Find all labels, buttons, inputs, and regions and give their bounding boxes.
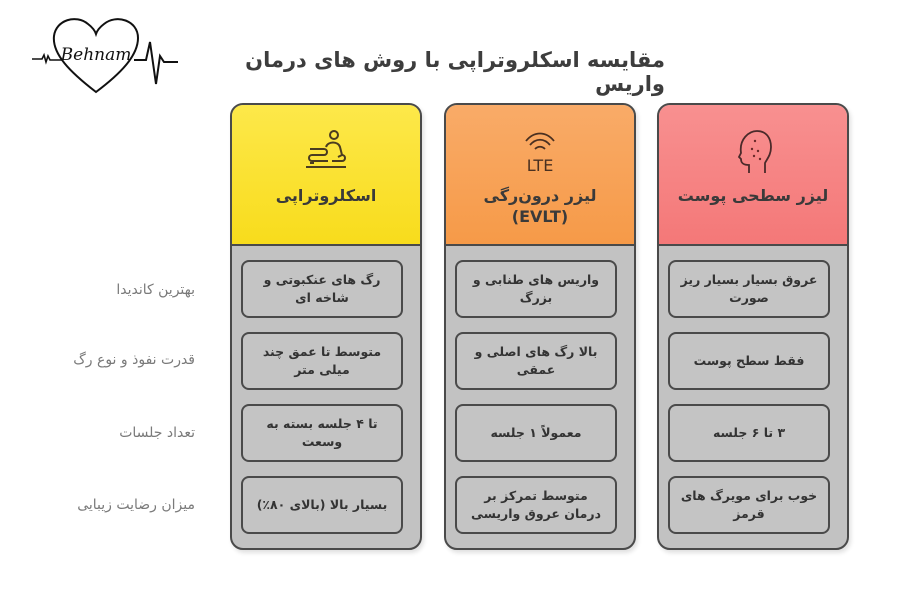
- cell-penetration: فقط سطح پوست: [668, 332, 830, 390]
- cell-best-candidate: عروق بسیار بسیار ریز صورت: [668, 260, 830, 318]
- cell-satisfaction: خوب برای مویرگ های قرمز: [668, 476, 830, 534]
- cell-satisfaction: بسیار بالا (بالای ۸۰٪): [241, 476, 403, 534]
- cell-satisfaction: متوسط تمرکز بر درمان عروق واریسی: [455, 476, 617, 534]
- behnam-logo: [30, 12, 190, 104]
- cell-sessions: ۳ تا ۶ جلسه: [668, 404, 830, 462]
- row-label-sessions: تعداد جلسات: [119, 425, 195, 441]
- column-header: [232, 105, 420, 246]
- column-title: اسکلروتراپی: [275, 186, 377, 205]
- page-title: مقایسه اسکلروتراپی با روش های درمان واریس: [245, 48, 665, 96]
- column-title: لیزر سطحی پوست: [677, 186, 829, 205]
- massage-person-icon: [298, 125, 354, 177]
- column-title: لیزر درون‌رگی (EVLT): [483, 186, 597, 226]
- heart-pulse-icon: [30, 12, 190, 104]
- cell-penetration: متوسط تا عمق چند میلی متر: [241, 332, 403, 390]
- column-surface-laser: [657, 103, 849, 550]
- column-evlt: [444, 103, 636, 550]
- svg-text:LTE: LTE: [526, 156, 554, 175]
- column-sclerotherapy: [230, 103, 422, 550]
- cell-best-candidate: رگ های عنکبوتی و شاخه ای: [241, 260, 403, 318]
- row-label-penetration: قدرت نفوذ و نوع رگ: [73, 352, 195, 368]
- cell-sessions: معمولاً ۱ جلسه: [455, 404, 617, 462]
- row-label-best-candidate: بهترین کاندیدا: [116, 282, 195, 298]
- row-label-satisfaction: میزان رضایت زیبایی: [77, 497, 195, 513]
- face-skin-icon: [725, 125, 781, 177]
- cell-penetration: بالا رگ های اصلی و عمقی: [455, 332, 617, 390]
- cell-best-candidate: واریس های طنابی و بزرگ: [455, 260, 617, 318]
- svg-text:Behnam: Behnam: [60, 45, 132, 65]
- column-header: [659, 105, 847, 246]
- column-header: [446, 105, 634, 246]
- lte-signal-icon: [512, 125, 568, 177]
- cell-sessions: تا ۴ جلسه بسته به وسعت: [241, 404, 403, 462]
